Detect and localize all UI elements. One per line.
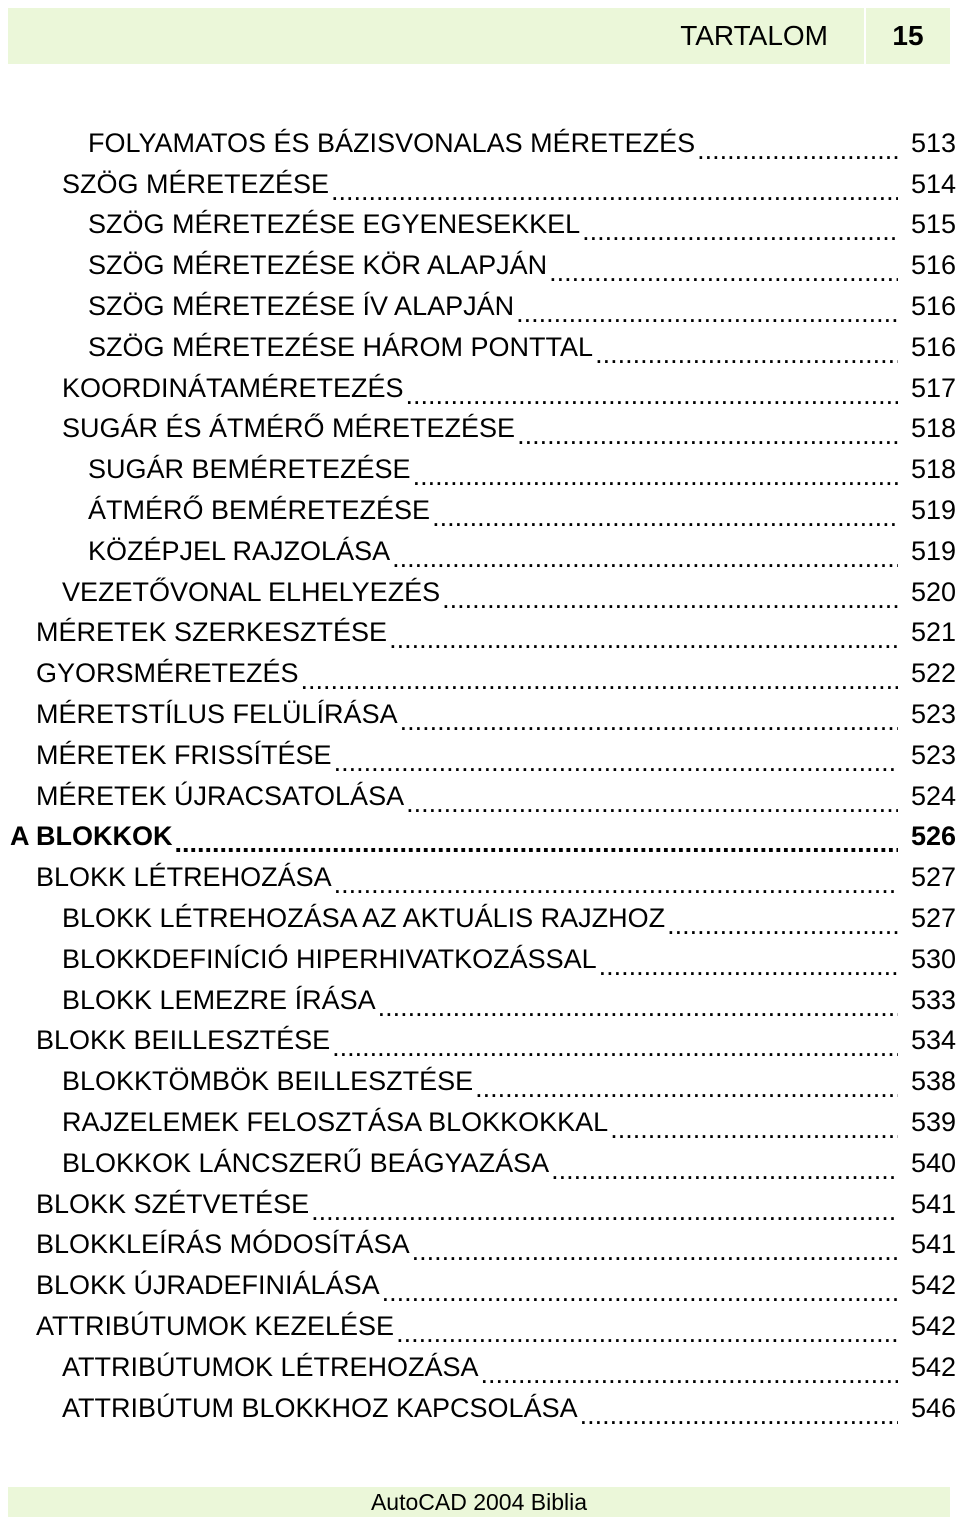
- toc-dot-leader: [332, 1033, 898, 1061]
- toc-entry[interactable]: [0, 1388, 960, 1429]
- toc-entry-page-number: 526: [910, 821, 956, 852]
- toc-entry-page-number: 540: [910, 1147, 956, 1178]
- toc-dot-leader: [413, 462, 898, 490]
- toc-dot-leader: [516, 299, 898, 327]
- toc-entry-title: ATTRIBÚTUMOK LÉTREHOZÁSA: [62, 1351, 479, 1382]
- toc-dot-leader: [400, 707, 898, 735]
- toc-dot-leader: [667, 911, 898, 939]
- toc-entry-title: A BLOKKOK: [10, 821, 173, 852]
- toc-entry[interactable]: [0, 1265, 960, 1306]
- toc-entry-page-number: 523: [910, 739, 956, 770]
- toc-dot-leader: [475, 1074, 898, 1102]
- toc-entry[interactable]: [0, 980, 960, 1021]
- toc-entry-title: BLOKK LÉTREHOZÁSA AZ AKTUÁLIS RAJZHOZ: [62, 903, 666, 934]
- toc-entry-page-number: 518: [910, 413, 956, 444]
- toc-entry-title: SZÖG MÉRETEZÉSE KÖR ALAPJÁN: [88, 250, 548, 281]
- header-page-number: 15: [892, 20, 924, 51]
- toc-dot-leader: [481, 1360, 898, 1388]
- table-of-contents: [0, 123, 960, 1429]
- toc-entry-page-number: 522: [910, 658, 956, 689]
- toc-entry-page-number: 517: [910, 372, 956, 403]
- toc-dot-leader: [517, 421, 898, 449]
- toc-dot-leader: [442, 585, 898, 613]
- toc-entry-page-number: 516: [910, 331, 956, 362]
- toc-entry-page-number: 530: [910, 943, 956, 974]
- toc-entry-title: MÉRETSTÍLUS FELÜLÍRÁSA: [36, 699, 398, 730]
- toc-dot-leader: [389, 625, 898, 653]
- toc-entry[interactable]: [0, 1021, 960, 1062]
- toc-entry[interactable]: [0, 1102, 960, 1143]
- toc-entry-title: SUGÁR ÉS ÁTMÉRŐ MÉRETEZÉSE: [62, 413, 516, 444]
- toc-entry-title: SZÖG MÉRETEZÉSE ÍV ALAPJÁN: [88, 291, 515, 322]
- toc-entry-title: BLOKK SZÉTVETÉSE: [36, 1188, 310, 1219]
- toc-entry-page-number: 516: [910, 250, 956, 281]
- toc-entry-title: BLOKKTÖMBÖK BEILLESZTÉSE: [62, 1066, 474, 1097]
- toc-dot-leader: [582, 217, 898, 245]
- toc-entry-title: BLOKKDEFINÍCIÓ HIPERHIVATKOZÁSSAL: [62, 943, 597, 974]
- toc-dot-leader: [697, 136, 898, 164]
- toc-entry-title: RAJZELEMEK FELOSZTÁSA BLOKKOKKAL: [62, 1107, 609, 1138]
- toc-entry[interactable]: [0, 205, 960, 246]
- toc-entry[interactable]: [0, 776, 960, 817]
- toc-entry[interactable]: [0, 123, 960, 164]
- toc-entry[interactable]: [0, 490, 960, 531]
- toc-dot-leader: [599, 952, 898, 980]
- toc-entry[interactable]: [0, 1347, 960, 1388]
- toc-entry[interactable]: [0, 653, 960, 694]
- toc-entry[interactable]: [0, 939, 960, 980]
- header-title: TARTALOM: [680, 20, 828, 51]
- toc-dot-leader: [392, 544, 898, 572]
- toc-entry-page-number: 519: [910, 495, 956, 526]
- toc-entry[interactable]: [0, 1225, 960, 1266]
- toc-entry[interactable]: [0, 857, 960, 898]
- toc-dot-leader: [610, 1115, 898, 1143]
- toc-entry-page-number: 527: [910, 903, 956, 934]
- toc-dot-leader: [378, 993, 898, 1021]
- toc-dot-leader: [412, 1237, 898, 1265]
- toc-dot-leader: [580, 1401, 898, 1429]
- toc-entry-page-number: 533: [910, 984, 956, 1015]
- toc-entry[interactable]: [0, 1061, 960, 1102]
- toc-entry-title: BLOKK ÚJRADEFINIÁLÁSA: [36, 1270, 380, 1301]
- toc-entry[interactable]: [0, 409, 960, 450]
- toc-dot-leader: [311, 1197, 898, 1225]
- toc-entry-title: BLOKKOK LÁNCSZERŰ BEÁGYAZÁSA: [62, 1147, 550, 1178]
- toc-entry-page-number: 520: [910, 576, 956, 607]
- toc-entry-page-number: 515: [910, 209, 956, 240]
- toc-entry[interactable]: [0, 531, 960, 572]
- toc-entry-page-number: 542: [910, 1270, 956, 1301]
- toc-entry-title: MÉRETEK ÚJRACSATOLÁSA: [36, 780, 405, 811]
- toc-dot-leader: [432, 503, 898, 531]
- toc-entry[interactable]: [0, 694, 960, 735]
- toc-dot-leader: [549, 258, 898, 286]
- toc-entry[interactable]: [0, 613, 960, 654]
- toc-entry-page-number: 516: [910, 291, 956, 322]
- toc-entry-title: BLOKK LÉTREHOZÁSA: [36, 862, 332, 893]
- toc-entry-title: GYORSMÉRETEZÉS: [36, 658, 299, 689]
- toc-entry[interactable]: [0, 1306, 960, 1347]
- toc-entry-page-number: 527: [910, 862, 956, 893]
- toc-dot-leader: [382, 1278, 898, 1306]
- toc-entry-title: ATTRIBÚTUM BLOKKHOZ KAPCSOLÁSA: [62, 1392, 578, 1423]
- toc-entry-title: BLOKK LEMEZRE ÍRÁSA: [62, 984, 376, 1015]
- toc-entry-page-number: 539: [910, 1107, 956, 1138]
- toc-entry[interactable]: [0, 286, 960, 327]
- toc-dot-leader: [334, 870, 898, 898]
- toc-dot-leader: [301, 666, 898, 694]
- toc-entry-title: BLOKK BEILLESZTÉSE: [36, 1025, 331, 1056]
- toc-entry-title: BLOKKLEÍRÁS MÓDOSÍTÁSA: [36, 1229, 410, 1260]
- toc-dot-leader: [595, 340, 898, 368]
- toc-entry[interactable]: [0, 164, 960, 205]
- toc-entry-page-number: 518: [910, 454, 956, 485]
- toc-entry-page-number: 542: [910, 1311, 956, 1341]
- toc-entry[interactable]: [0, 817, 960, 858]
- toc-entry-page-number: 521: [910, 617, 956, 648]
- toc-entry-title: SZÖG MÉRETEZÉSE HÁROM PONTTAL: [88, 331, 594, 362]
- toc-entry[interactable]: [0, 572, 960, 613]
- toc-entry-title: SZÖG MÉRETEZÉSE: [62, 168, 330, 199]
- page-footer: [8, 1487, 950, 1517]
- toc-entry-title: KOORDINÁTAMÉRETEZÉS: [62, 372, 404, 403]
- toc-entry-page-number: 541: [910, 1188, 956, 1219]
- toc-entry-title: FOLYAMATOS ÉS BÁZISVONALAS MÉRETEZÉS: [88, 127, 696, 158]
- toc-dot-leader: [396, 1319, 898, 1347]
- toc-entry-page-number: 524: [910, 780, 956, 811]
- toc-dot-leader: [406, 789, 898, 817]
- toc-entry-title: MÉRETEK FRISSÍTÉSE: [36, 739, 332, 770]
- toc-entry-title: ATTRIBÚTUMOK KEZELÉSE: [36, 1311, 395, 1341]
- toc-entry[interactable]: [0, 327, 960, 368]
- toc-entry-page-number: 519: [910, 535, 956, 566]
- toc-entry-page-number: 541: [910, 1229, 956, 1260]
- toc-entry[interactable]: [0, 368, 960, 409]
- toc-entry-title: KÖZÉPJEL RAJZOLÁSA: [88, 535, 391, 566]
- toc-dot-leader: [331, 177, 898, 205]
- toc-entry-page-number: 523: [910, 699, 956, 730]
- toc-entry-title: VEZETŐVONAL ELHELYEZÉS: [62, 576, 441, 607]
- toc-entry-title: ÁTMÉRŐ BEMÉRETEZÉSE: [88, 495, 431, 526]
- toc-entry-page-number: 513: [910, 127, 956, 158]
- toc-entry-page-number: 538: [910, 1066, 956, 1097]
- toc-entry-page-number: 546: [910, 1392, 956, 1423]
- toc-entry[interactable]: [0, 1143, 960, 1184]
- toc-entry[interactable]: [0, 898, 960, 939]
- toc-entry-page-number: 514: [910, 168, 956, 199]
- page-header: [8, 8, 950, 64]
- toc-entry[interactable]: [0, 245, 960, 286]
- toc-entry[interactable]: [0, 1184, 960, 1225]
- toc-entry-title: MÉRETEK SZERKESZTÉSE: [36, 617, 388, 648]
- footer-text: AutoCAD 2004 Biblia: [370, 1488, 588, 1515]
- toc-entry-title: SUGÁR BEMÉRETEZÉSE: [88, 454, 411, 485]
- toc-entry-title: SZÖG MÉRETEZÉSE EGYENESEKKEL: [88, 209, 581, 240]
- toc-dot-leader: [175, 829, 899, 857]
- toc-dot-leader: [334, 748, 898, 776]
- toc-dot-leader: [551, 1156, 898, 1184]
- toc-entry-page-number: 542: [910, 1351, 956, 1382]
- toc-entry-page-number: 534: [910, 1025, 956, 1056]
- toc-entry[interactable]: [0, 735, 960, 776]
- toc-dot-leader: [406, 381, 898, 409]
- toc-entry[interactable]: [0, 449, 960, 490]
